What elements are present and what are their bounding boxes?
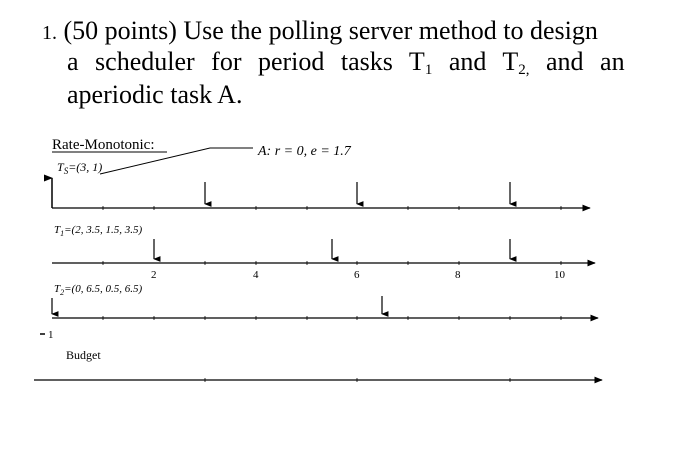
- tick-label-10: 10: [554, 269, 565, 281]
- t1-label: $T_1=(2$, 3.5, 1.5, 3.5): [54, 224, 143, 238]
- t1-timeline: [52, 239, 595, 265]
- t2-timeline: [52, 296, 598, 320]
- question-line-3: aperiodic task A.: [67, 80, 243, 109]
- tick-label-8: 8: [455, 269, 461, 281]
- server-timeline: [52, 178, 590, 210]
- figure-heading: Rate-Monotonic:: [52, 137, 155, 153]
- tick-label-6: 6: [354, 269, 360, 281]
- aperiodic-label: A: r = 0, e = 1.7: [258, 144, 351, 159]
- tick-label-4: 4: [253, 269, 259, 281]
- question-line-1-text: (50 points) Use the polling server method to design: [63, 16, 598, 45]
- budget-label: Budget: [66, 348, 101, 362]
- budget-timeline: [34, 378, 602, 382]
- tick-label-2: 2: [151, 269, 157, 281]
- budget-value: 1: [48, 329, 54, 341]
- server-label: $T_S=(3$, 1): [57, 160, 103, 176]
- question-line-2: a scheduler for period tasks $T_1$ and $T_{2,}$ and an: [67, 47, 625, 78]
- t2-label: $T_2=(0$, 6.5, 0.5, 6.5): [54, 283, 143, 297]
- question-number: 1.: [42, 22, 57, 44]
